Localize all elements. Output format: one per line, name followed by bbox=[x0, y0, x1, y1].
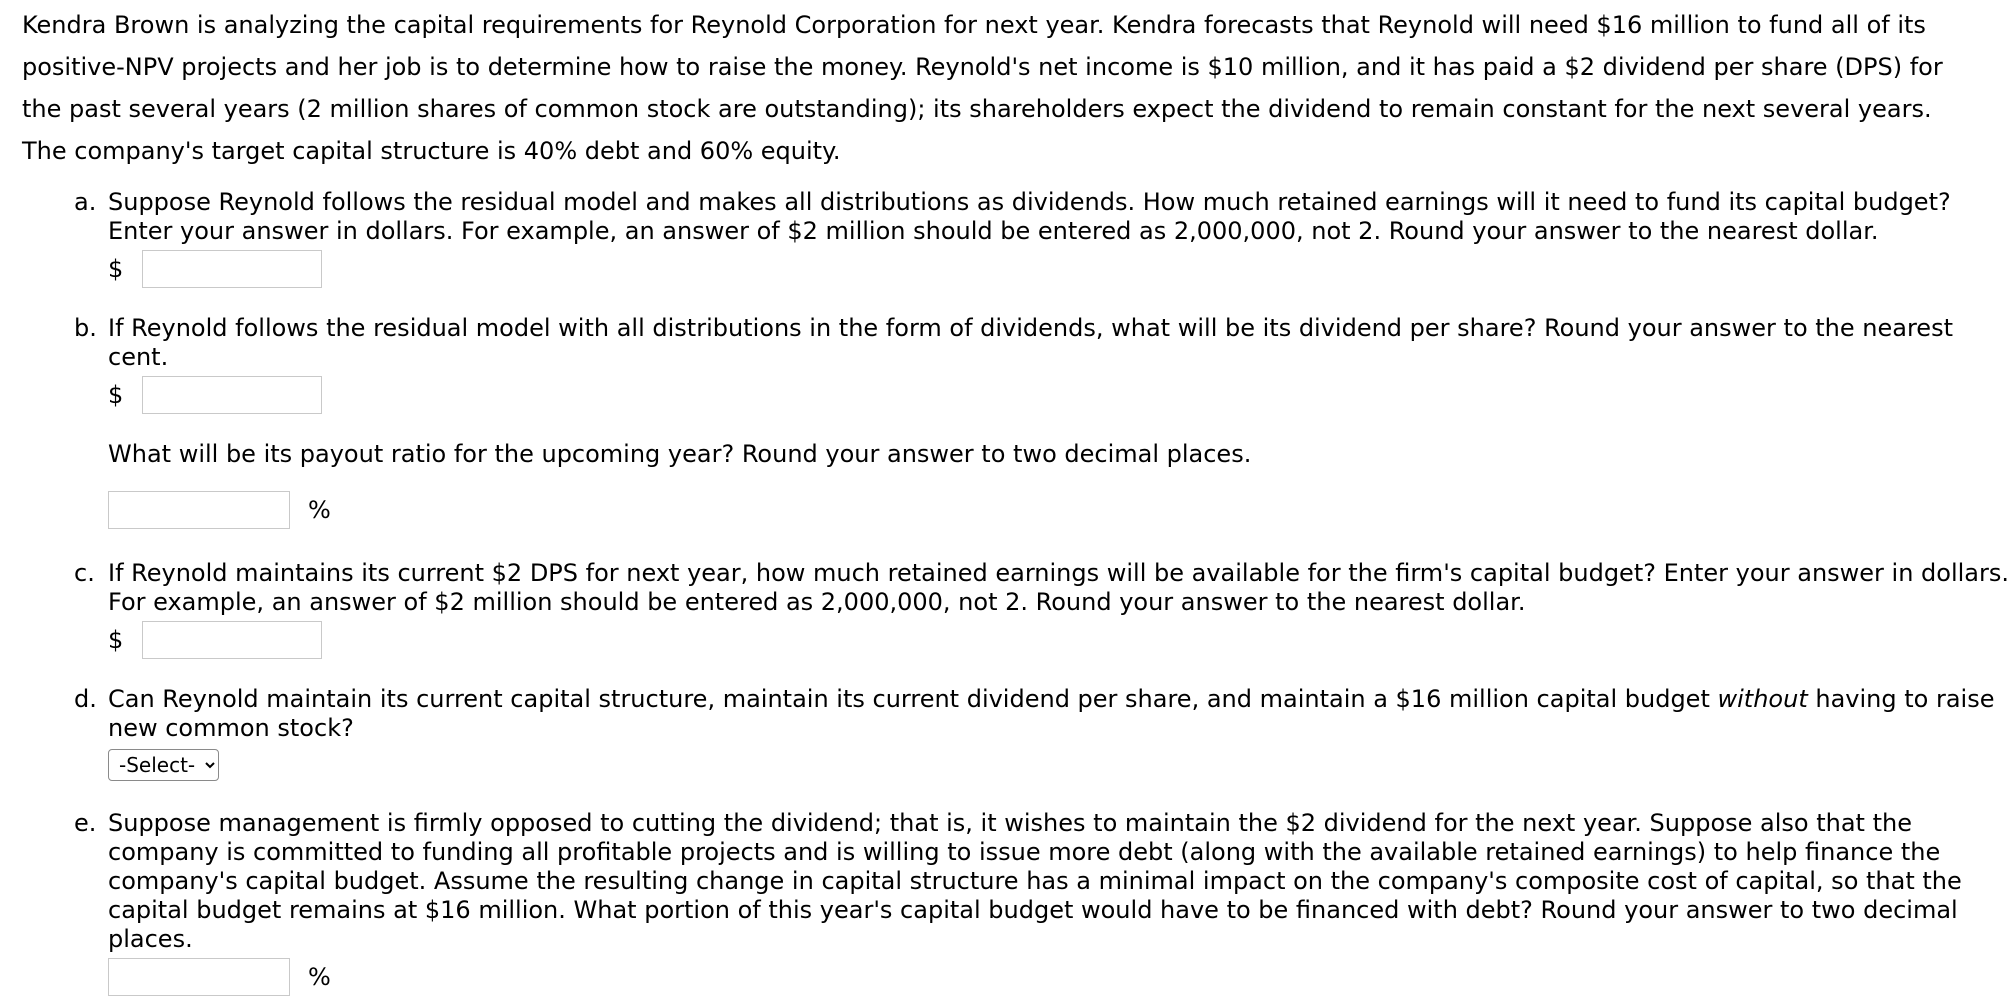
part-c-answer-row bbox=[108, 619, 1988, 661]
part-e-letter: e. bbox=[74, 809, 97, 837]
part-a-answer-row bbox=[108, 248, 1988, 290]
part-a-retained-earnings-input[interactable] bbox=[142, 250, 322, 288]
part-d-text-before: Can Reynold maintain its current capital structure, maintain its current dividend per share, and maintain a $16 million capital budget bbox=[108, 685, 1718, 713]
part-d-letter: d. bbox=[74, 685, 97, 713]
part-d-text-emphasis: without bbox=[1717, 685, 1808, 713]
percent-sign: % bbox=[308, 496, 331, 524]
part-e bbox=[74, 809, 1988, 998]
part-d-answer-select[interactable] bbox=[108, 749, 219, 781]
part-e-text: Suppose management is firmly opposed to cutting the dividend; that is, it wishes to maintain the $2 dividend for the next year. Suppose also that the company is committed to funding all profitable projects and is willing to issue more debt (along with the available retained earnings) to help finance the company's capital budget. Assume the resulting change in capital structure has a minimal impact on the company's composite cost of capital, so that the capital budget remains at $16 million. What portion of this year's capital budget would have to be financed with debt? Round your answer to two decimal places. bbox=[108, 809, 1962, 953]
part-b-answer-row bbox=[108, 374, 1988, 416]
dollar-sign: $ bbox=[108, 626, 124, 654]
question-parts bbox=[22, 188, 2010, 998]
problem-intro: Kendra Brown is analyzing the capital requirements for Reynold Corporation for next year. Kendra forecasts that Reynold will need $16 million to fund all of its positive-NPV projects and her job is to determine how to raise the money. Reynold's net income is $10 million, and it has paid a $2 dividend per share (DPS) for the past several years (2 million shares of common stock are outstanding); its shareholders expect the dividend to remain constant for the next several years. The company's target capital structure is 40% debt and 60% equity. bbox=[22, 11, 1943, 165]
part-c-retained-earnings-input[interactable] bbox=[142, 621, 322, 659]
part-b-dividend-per-share-input[interactable] bbox=[142, 376, 322, 414]
part-d-answer-row bbox=[108, 747, 1988, 783]
part-d-text bbox=[108, 685, 2012, 743]
part-d bbox=[74, 685, 1995, 783]
part-a-text: Suppose Reynold follows the residual model and makes all distributions as dividends. How much retained earnings will it need to fund its capital budget? Enter your answer in dollars. For example, an answer of $2 million should be entered as 2,000,000, not 2. Round your answer to the nearest dollar. bbox=[108, 188, 1951, 245]
part-a-letter: a. bbox=[74, 188, 97, 216]
part-c bbox=[74, 559, 2010, 661]
part-e-debt-portion-input[interactable] bbox=[108, 958, 290, 996]
part-b-payout-ratio-input[interactable] bbox=[108, 491, 290, 529]
part-b-letter: b. bbox=[74, 314, 97, 342]
dollar-sign: $ bbox=[108, 381, 124, 409]
part-c-letter: c. bbox=[74, 559, 95, 587]
part-a bbox=[74, 188, 1988, 290]
part-b bbox=[74, 314, 1988, 531]
part-b-payout-row bbox=[108, 489, 1988, 531]
percent-sign: % bbox=[308, 963, 331, 991]
part-b-payout-question: What will be its payout ratio for the upcoming year? Round your answer to two decimal places. bbox=[108, 440, 1252, 468]
part-c-text: If Reynold maintains its current $2 DPS for next year, how much retained earnings will be available for the firm's capital budget? Enter your answer in dollars. For example, an answer of $2 million should be entered as 2,000,000, not 2. Round your answer to the nearest dollar. bbox=[108, 559, 2010, 616]
part-e-answer-row bbox=[108, 956, 1988, 998]
part-b-text: If Reynold follows the residual model with all distributions in the form of dividends, what will be its dividend per share? Round your answer to the nearest cent. bbox=[108, 314, 1953, 371]
part-d-text-after: having to raise new common stock? bbox=[108, 685, 1995, 742]
dollar-sign: $ bbox=[108, 255, 124, 283]
